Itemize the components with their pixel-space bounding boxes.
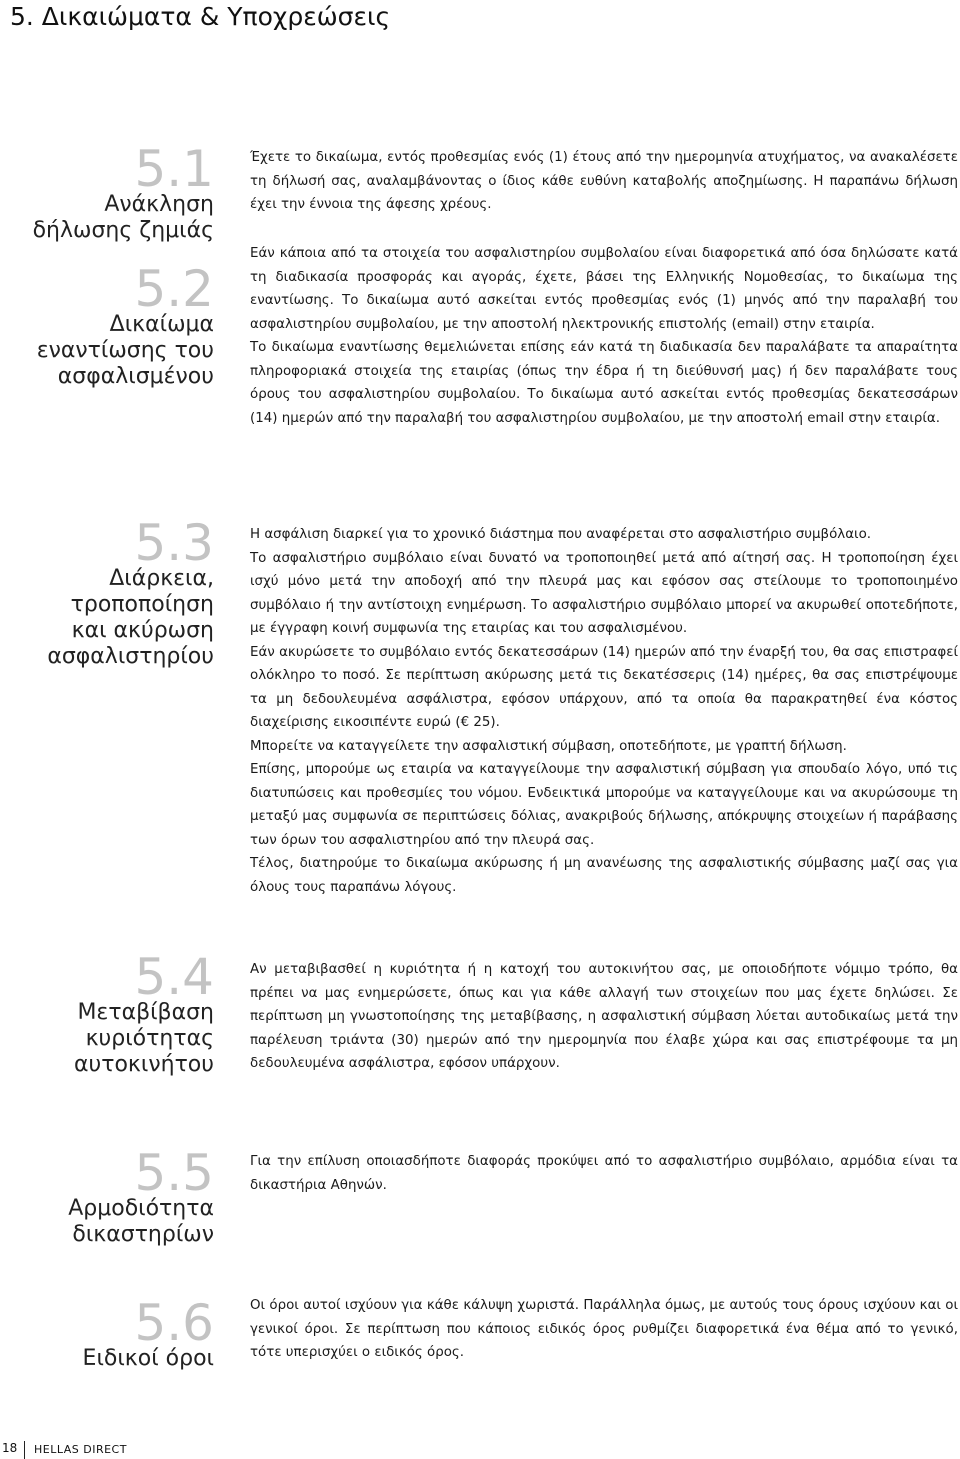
paragraph: Το ασφαλιστήριο συμβόλαιο είναι δυνατό να τροποποιηθεί μετά από αίτησή σας. Η τροποποίηση έχει ισχύ μόνο μετά την αποδοχή από την πλευρά μας και εφόσον σας στείλουμε το τροποποιημένο συμβόλαιο ή την αντίστοιχη ενημέρωση. Το ασφαλιστήριο συμβόλαιο μπορεί να ακυρωθεί οποτεδήποτε, με έγγραφη κοινή συμφωνία της εταιρίας και του ασφαλισμένου. <box>250 550 958 636</box>
section-body <box>250 242 958 430</box>
paragraph: Εάν ακυρώσετε το συμβόλαιο εντός δεκατεσσάρων (14) ημερών από την έναρξή του, θα σας επιστραφεί ολόκληρο το ποσό. Σε περίπτωση ακύρωσης μετά τις δεκατέσσερις (14) ημέρες, θα σας επιστρέψουμε τα μη δεδουλευμένα ασφάλιστρα, εφόσον υπάρχουν, από τα οποία θα παρακρατηθεί ένα κόστος διαχείρισης εικοσιπέντε ευρώ (€ 25). <box>250 644 958 730</box>
section-heading <box>0 1294 214 1372</box>
section-body <box>250 958 958 1076</box>
section-heading <box>0 260 214 390</box>
section-heading <box>0 514 214 670</box>
section-title-line: Μεταβίβαση <box>77 1000 214 1025</box>
section-title-line: τροποποίηση <box>70 592 214 617</box>
paragraph: Οι όροι αυτοί ισχύουν για κάθε κάλυψη χωριστά. Παράλληλα όμως, με αυτούς τους όρους ισχύουν και οι γενικοί όροι. Σε περίπτωση που κάποιος ειδικός όρος ρυθμίζει διαφορετικά ένα θέμα από το γενικό, τότε υπερισχύει ο ειδικός όρος. <box>250 1298 958 1360</box>
section-title-line: δήλωσης ζημιάς <box>32 218 214 243</box>
section-title-line: Ειδικοί όροι <box>82 1346 214 1371</box>
section-title-line: ασφαλισμένου <box>57 364 214 389</box>
section-title-line: Αρμοδιότητα <box>68 1196 214 1221</box>
section-title-line: Δικαίωμα <box>109 312 214 337</box>
paragraph: Για την επίλυση οποιασδήποτε διαφοράς προκύψει από το ασφαλιστήριο συμβόλαιο, αρμόδια είναι τα δικαστήρια Αθηνών. <box>250 1154 958 1193</box>
page-title: 5. Δικαιώματα & Υποχρεώσεις <box>10 2 391 31</box>
footer-divider <box>24 1441 25 1459</box>
paragraph: Η ασφάλιση διαρκεί για το χρονικό διάστημα που αναφέρεται στο ασφαλιστήριο συμβόλαιο. <box>250 527 872 542</box>
paragraph: Μπορείτε να καταγγείλετε την ασφαλιστική σύμβαση, οποτεδήποτε, με γραπτή δήλωση. <box>250 738 847 754</box>
section-number: 5.6 <box>134 1294 214 1352</box>
section-title-line: Ανάκληση <box>104 192 214 217</box>
section-number: 5.4 <box>134 948 214 1006</box>
section-title-line: ασφαλιστηρίου <box>47 644 214 669</box>
section-title-line: κυριότητας <box>85 1026 214 1051</box>
brand-name: HELLAS DIRECT <box>34 1443 127 1456</box>
paragraph: Το δικαίωμα εναντίωσης θεμελιώνεται επίσης εάν κατά τη διαδικασία δεν παραλάβατε τα απαραίτητα πληροφοριακά στοιχεία της εταιρίας (όπως την έδρα ή τη διεύθυνσή μας) ή δεν παραλάβατε τους όρους του ασφαλιστηρίου συμβολαίου. Το δικαίωμα αυτό ασκείται εντός προθεσμίας δεκατεσσάρων (14) ημερών από την παραλαβή του ασφαλιστηρίου συμβολαίου, με την αποστολή email στην εταιρία. <box>250 340 958 426</box>
paragraph: Επίσης, μπορούμε ως εταιρία να καταγγείλουμε την ασφαλιστική σύμβαση για σπουδαίο λόγο, υπό τις διατυπώσεις και προθεσμίες του νόμου. Ενδεικτικά μπορούμε να καταγγείλουμε και να ακυρώσουμε τη μεταξύ μας συμφωνία σε περιπτώσεις δόλιας, ανακριβούς δήλωσης, απόκρυψης στοιχείων ή παράβασης των όρων του ασφαλιστηρίου από την πλευρά σας. <box>250 762 958 848</box>
section-body <box>250 1150 958 1197</box>
section-number: 5.5 <box>134 1144 214 1202</box>
paragraph: Εάν κάποια από τα στοιχεία του ασφαλιστηρίου συμβολαίου είναι διαφορετικά από όσα δηλώσατε κατά τη διαδικασία προσφοράς και αγοράς, έχετε, βάσει της Ελληνικής Νομοθεσίας, το δικαίωμα της εναντίωσης. Το δικαίωμα αυτό ασκείται εντός προθεσμίας ενός (1) μηνός από την παραλαβή του ασφαλιστηρίου συμβολαίου, με την αποστολή ηλεκτρονικής επιστολής (email) στην εταιρία. <box>250 246 958 332</box>
section-title-line: εναντίωσης του <box>36 338 214 363</box>
section-heading <box>0 948 214 1078</box>
section-number: 5.3 <box>134 514 214 572</box>
section-body <box>250 523 958 899</box>
paragraph: Τέλος, διατηρούμε το δικαίωμα ακύρωσης ή μη ανανέωσης της ασφαλιστικής σύμβασης μαζί σας για όλους τους παραπάνω λόγους. <box>250 856 958 895</box>
page-footer <box>0 1441 960 1459</box>
section-body <box>250 1294 958 1365</box>
section-number: 5.1 <box>134 140 214 198</box>
section-title-line: δικαστηρίων <box>72 1222 214 1247</box>
section-title-line: Διάρκεια, <box>109 566 214 591</box>
section-body <box>250 146 958 217</box>
section-heading <box>0 1144 214 1248</box>
section-title-line: αυτοκινήτου <box>73 1052 214 1077</box>
paragraph: Αν μεταβιβασθεί η κυριότητα ή η κατοχή του αυτοκινήτου σας, με οποιοδήποτε νόμιμο τρόπο, θα πρέπει να μας ενημερώσετε, όπως και για κάθε αλλαγή των στοιχείων που μας έχετε δηλώσει. Σε περίπτωση μη γνωστοποίησης της μεταβίβασης, η ασφαλιστική σύμβαση λύεται αυτοδικαίως μετά την παρέλευση τριάντα (30) ημερών από την ημερομηνία που έλαβε χώρα και σας επιστρέφουμε τα μη δεδουλευμένα ασφάλιστρα, εφόσον υπάρχουν. <box>250 962 958 1071</box>
paragraph: Έχετε το δικαίωμα, εντός προθεσμίας ενός (1) έτους από την ημερομηνία ατυχήματος, να ανακαλέσετε τη δήλωσή σας, αναλαμβάνοντας ο ίδιος κάθε ευθύνη καταβολής αποζημίωσης. Η παραπάνω δήλωση έχει την έννοια της άφεσης χρέους. <box>250 150 958 212</box>
page-number: 18 <box>2 1441 18 1455</box>
section-heading <box>0 140 214 244</box>
section-title-line: και ακύρωση <box>71 618 214 643</box>
section-number: 5.2 <box>134 260 214 318</box>
